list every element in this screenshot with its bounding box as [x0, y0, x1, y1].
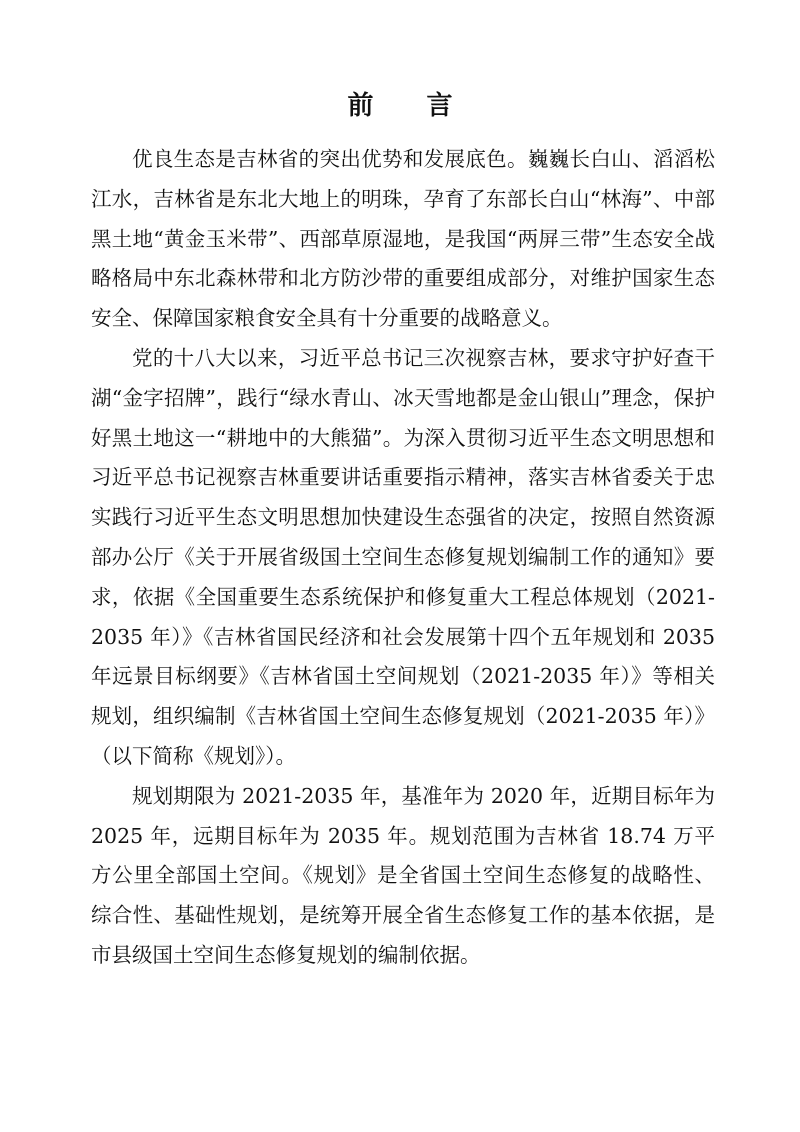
- paragraph-3: 规划期限为 2021-2035 年，基准年为 2020 年，近期目标年为 2025 年，远期目标年为 2035 年。规划范围为吉林省 18.74 万平方公里全部国土空间。《规划》是全省国土空间生态修复的战略性、综合性、基础性规划，是统筹开展全省生态修复工作的基本依据，是市县级国土空间生态修复规划的编制依据。: [91, 783, 715, 967]
- body-text: [91, 140, 715, 976]
- paragraph-2: 党的十八大以来，习近平总书记三次视察吉林，要求守护好查干湖“金字招牌”，践行“绿水青山、冰天雪地都是金山银山”理念，保护好黑土地这一“耕地中的大熊猫”。为深入贯彻习近平生态文明思想和习近平总书记视察吉林重要讲话重要指示精神，落实吉林省委关于忠实践行习近平生态文明思想加快建设生态强省的决定，按照自然资源部办公厅《关于开展省级国土空间生态修复规划编制工作的通知》要求，依据《全国重要生态系统保护和修复重大工程总体规划（2021-2035 年）》《吉林省国民经济和社会发展第十四个五年规划和 2035 年远景目标纲要》《吉林省国土空间规划（2021-2035 年）》等相关规划，组织编制《吉林省国土空间生态修复规划（2021-2035 年）》（以下简称《规划》）。: [91, 345, 715, 768]
- page-title: 前 言: [347, 91, 475, 121]
- paragraph-1: 优良生态是吉林省的突出优势和发展底色。巍巍长白山、滔滔松江水，吉林省是东北大地上的明珠，孕育了东部长白山“林海”、中部黑土地“黄金玉米带”、西部草原湿地，是我国“两屏三带”生态安全战略格局中东北森林带和北方防沙带的重要组成部分，对维护国家生态安全、保障国家粮食安全具有十分重要的战略意义。: [91, 147, 715, 331]
